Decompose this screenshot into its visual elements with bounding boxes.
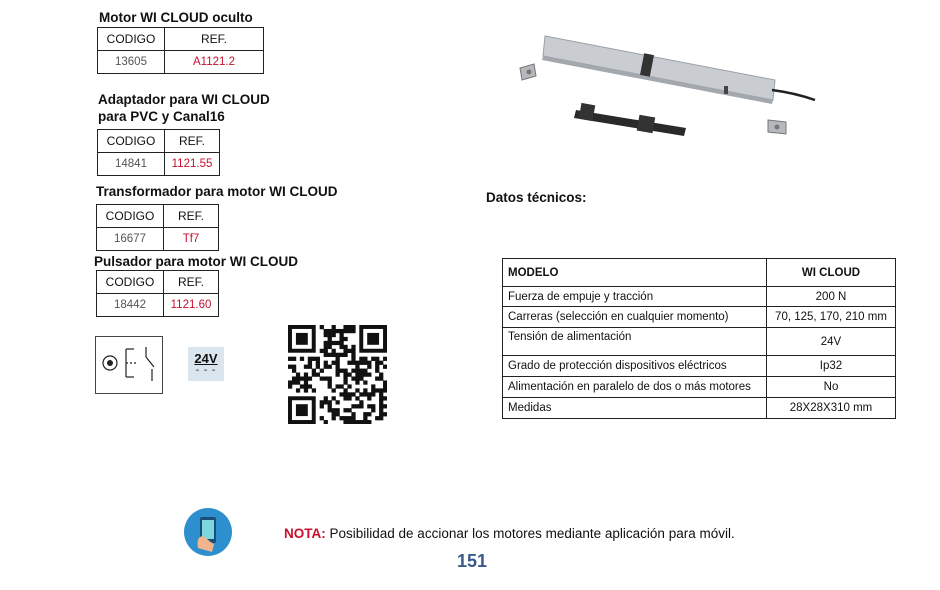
- spec-header-value: WI CLOUD: [767, 259, 896, 287]
- dc-symbol: - - -: [195, 365, 217, 376]
- qr-code: [288, 325, 387, 424]
- product-title: Pulsador para motor WI CLOUD: [94, 254, 299, 269]
- left-bracket: [520, 64, 536, 80]
- spec-label: Alimentación en paralelo de dos o más motores: [503, 377, 767, 398]
- spec-row: [503, 307, 896, 328]
- spec-label: Tensión de alimentación: [503, 328, 767, 356]
- code-table: [97, 27, 264, 74]
- spec-value: 70, 125, 170, 210 mm: [767, 307, 896, 328]
- qr-finder-pattern: [367, 333, 379, 345]
- page-number: 151: [457, 551, 488, 571]
- spec-row: [503, 377, 896, 398]
- code-value: 13605: [98, 51, 165, 74]
- code-value: 14841: [98, 153, 165, 176]
- note-text: Posibilidad de accionar los motores mediante aplicación para móvil.: [325, 526, 735, 541]
- product-title: Transformador para motor WI CLOUD: [96, 184, 338, 199]
- note: [284, 526, 735, 541]
- ref-header: REF.: [164, 271, 219, 294]
- right-bracket: [768, 120, 786, 134]
- spec-value: 24V: [767, 328, 896, 356]
- code-table: [97, 129, 220, 176]
- code-header: CODIGO: [97, 205, 164, 228]
- spec-value: 28X28X310 mm: [767, 398, 896, 419]
- smartphone-hand-icon: [184, 508, 232, 556]
- adapter-rail: [574, 103, 686, 136]
- code-header: CODIGO: [97, 271, 164, 294]
- spec-row: [503, 328, 896, 356]
- product-title-line2: para PVC y Canal16: [98, 109, 225, 124]
- spec-row: [503, 356, 896, 377]
- spec-value: No: [767, 377, 896, 398]
- spec-label: Carreras (selección en cualquier momento): [503, 307, 767, 328]
- ref-value: 1121.55: [165, 153, 220, 176]
- motor-actuator: [542, 36, 815, 104]
- motor-product-image: [510, 28, 820, 148]
- spec-label: Medidas: [503, 398, 767, 419]
- code-value: 18442: [97, 294, 164, 317]
- qr-finder-pattern: [296, 404, 308, 416]
- code-table: [96, 270, 219, 317]
- spec-row: [503, 287, 896, 307]
- datos-heading: Datos técnicos:: [486, 190, 587, 205]
- product-title: Adaptador para WI CLOUD: [98, 92, 270, 107]
- push-button-switch-icon: [96, 337, 162, 393]
- ref-value: 1121.60: [164, 294, 219, 317]
- qr-finder-pattern: [296, 333, 308, 345]
- spec-value: Ip32: [767, 356, 896, 377]
- spec-label: Fuerza de empuje y tracción: [503, 287, 767, 307]
- spec-header-model: MODELO: [503, 259, 767, 287]
- ref-header: REF.: [165, 28, 264, 51]
- voltage-badge: [188, 347, 224, 381]
- ref-value: Tf7: [164, 228, 219, 251]
- note-label: NOTA:: [284, 526, 326, 541]
- switch-symbol-box: [95, 336, 163, 394]
- spec-table: [502, 258, 896, 419]
- spec-value: 200 N: [767, 287, 896, 307]
- product-title: Motor WI CLOUD oculto: [99, 10, 253, 25]
- phone-app-icon: [184, 508, 232, 556]
- ref-header: REF.: [164, 205, 219, 228]
- code-value: 16677: [97, 228, 164, 251]
- spec-row: [503, 398, 896, 419]
- voltage-label: 24V: [194, 351, 218, 366]
- code-header: CODIGO: [98, 130, 165, 153]
- ref-value: A1121.2: [165, 51, 264, 74]
- code-header: CODIGO: [98, 28, 165, 51]
- ref-header: REF.: [165, 130, 220, 153]
- spec-label: Grado de protección dispositivos eléctricos: [503, 356, 767, 377]
- code-table: [96, 204, 219, 251]
